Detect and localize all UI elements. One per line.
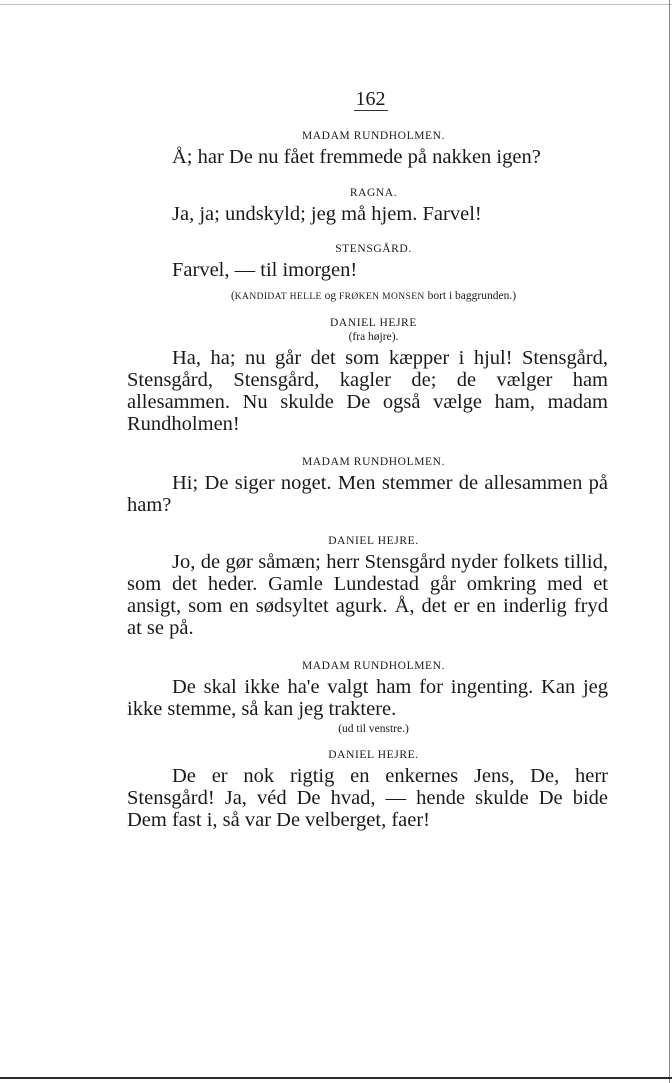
scan-top-edge — [0, 4, 672, 5]
stage-direction: (ud til venstre.) — [338, 723, 409, 735]
dialogue-line: Farvel, — til imorgen! — [172, 259, 358, 281]
speaker-name: DANIEL HEJRE. — [328, 749, 419, 761]
dialogue-paragraph: Ha, ha; nu går det som kæpper i hjul! Stensgård, Stensgård, Stensgård, kagler de; de vælger ham allesammen. Nu skulde De også vælge ham, madam Rundholmen! — [127, 347, 608, 435]
speaker-name: MADAM RUNDHOLMEN. — [301, 456, 446, 468]
dialogue-paragraph: De skal ikke ha'e valgt ham for ingenting. Kan jeg ikke stemme, så kan jeg traktere. — [127, 676, 608, 720]
stage-direction: (fra højre). — [348, 331, 399, 343]
dialogue-paragraph: Jo, de gør såmæn; herr Stensgård nyder folkets tillid, som det heder. Gamle Lundestad går omkring med et ansigt, som en sødsyltet agurk. Å, det er en inderlig fryd at se på. — [127, 551, 608, 639]
scan-right-edge — [669, 0, 670, 1083]
scan-bottom-edge — [0, 1077, 672, 1079]
speaker-name: DANIEL HEJRE. — [328, 535, 419, 547]
speaker-name: MADAM RUNDHOLMEN. — [301, 660, 446, 672]
page-number: 162 — [355, 88, 386, 110]
book-page — [127, 88, 608, 831]
dialogue-line: Å; har De nu fået fremmede på nakken igen? — [172, 146, 541, 168]
dialogue-paragraph: Hi; De siger noget. Men stemmer de allesammen på ham? — [127, 472, 608, 516]
stage-direction: (KANDIDAT HELLE og FRØKEN MONSEN bort i baggrunden.) — [230, 290, 517, 302]
speaker-name: DANIEL HEJRE — [330, 317, 417, 329]
dialogue-line: Ja, ja; undskyld; jeg må hjem. Farvel! — [172, 203, 482, 225]
speaker-name: RAGNA. — [349, 187, 398, 199]
speaker-name: STENSGÅRD. — [335, 243, 412, 255]
speaker-name: MADAM RUNDHOLMEN. — [301, 130, 446, 142]
dialogue-paragraph: De er nok rigtig en enkernes Jens, De, herr Stensgård! Ja, véd De hvad, — hende skulde De bide Dem fast i, så var De velberget, faer! — [127, 765, 608, 831]
